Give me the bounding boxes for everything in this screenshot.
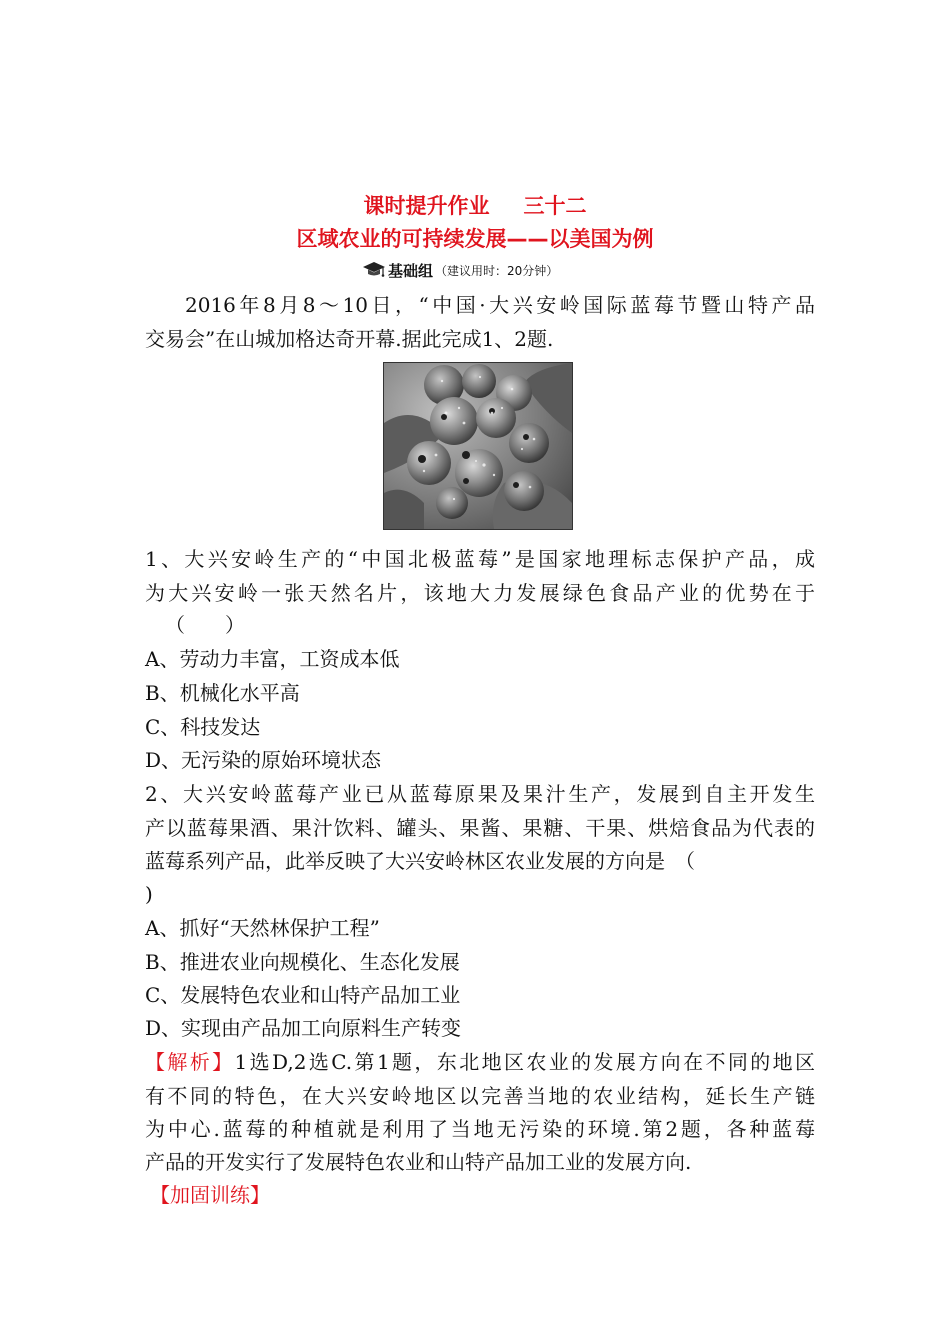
q1-option-a: A、劳动力丰富，工资成本低 [145, 647, 400, 671]
analysis-line-2: 有不同的特色，在大兴安岭地区以完善当地的农业结构，延长生产链 [145, 1084, 815, 1108]
title-homework-label: 课时提升作业 [363, 194, 490, 218]
title-line-2: 区域农业的可持续发展——以美国为例 [296, 227, 654, 251]
graduation-cap-icon [362, 260, 386, 280]
analysis-label: 【解析】 [145, 1050, 235, 1074]
badge-time: （建议用时：20分钟） [435, 263, 559, 278]
analysis-line-4: 产品的开发实行了发展特色农业和山特产品加工业的发展方向. [145, 1150, 692, 1174]
title-line-1 [0, 190, 950, 220]
blueberry-photo [383, 362, 573, 530]
q2-option-b: B、推进农业向规模化、生态化发展 [145, 950, 460, 974]
q1-option-b: B、机械化水平高 [145, 681, 300, 705]
intro-line-2: 交易会”在山城加格达奇开幕.据此完成1、2题. [145, 327, 554, 351]
reinforce-heading: 【加固训练】 [150, 1183, 270, 1207]
q1-line-1: 1、大兴安岭生产的“中国北极蓝莓”是国家地理标志保护产品，成 [145, 547, 815, 571]
q2-option-a: A、抓好“天然林保护工程” [145, 916, 380, 940]
analysis-line-3: 为中心.蓝莓的种植就是利用了当地无污染的环境.第2题，各种蓝莓 [145, 1117, 815, 1141]
badge-name: 基础组 [388, 261, 434, 280]
q2-line-4: ) [145, 882, 153, 906]
q2-option-c: C、发展特色农业和山特产品加工业 [145, 983, 461, 1007]
q1-option-d: D、无污染的原始环境状态 [145, 748, 382, 772]
q1-option-c: C、科技发达 [145, 715, 261, 739]
q1-line-2: 为大兴安岭一张天然名片，该地大力发展绿色食品产业的优势在于 [145, 581, 815, 605]
section-badge [362, 258, 558, 282]
title-number: 三十二 [523, 194, 587, 218]
analysis-line-1 [145, 1045, 815, 1079]
analysis-text-1: 1选D,2选C.第1题，东北地区农业的发展方向在不同的地区 [234, 1050, 815, 1074]
q2-line-1: 2、大兴安岭蓝莓产业已从蓝莓原果及果汁生产，发展到自主开发生 [145, 782, 815, 806]
q1-answer-paren: （ ） [165, 613, 245, 637]
q2-line-2: 产以蓝莓果酒、果汁饮料、罐头、果酱、果糖、干果、烘焙食品为代表的 [145, 816, 815, 840]
intro-line-1: 2016年8月8～10日，“中国·大兴安岭国际蓝莓节暨山特产品 [185, 293, 815, 317]
q2-line-3: 蓝莓系列产品，此举反映了大兴安岭林区农业发展的方向是 （ [145, 849, 695, 873]
q2-option-d: D、实现由产品加工向原料生产转变 [145, 1016, 462, 1040]
